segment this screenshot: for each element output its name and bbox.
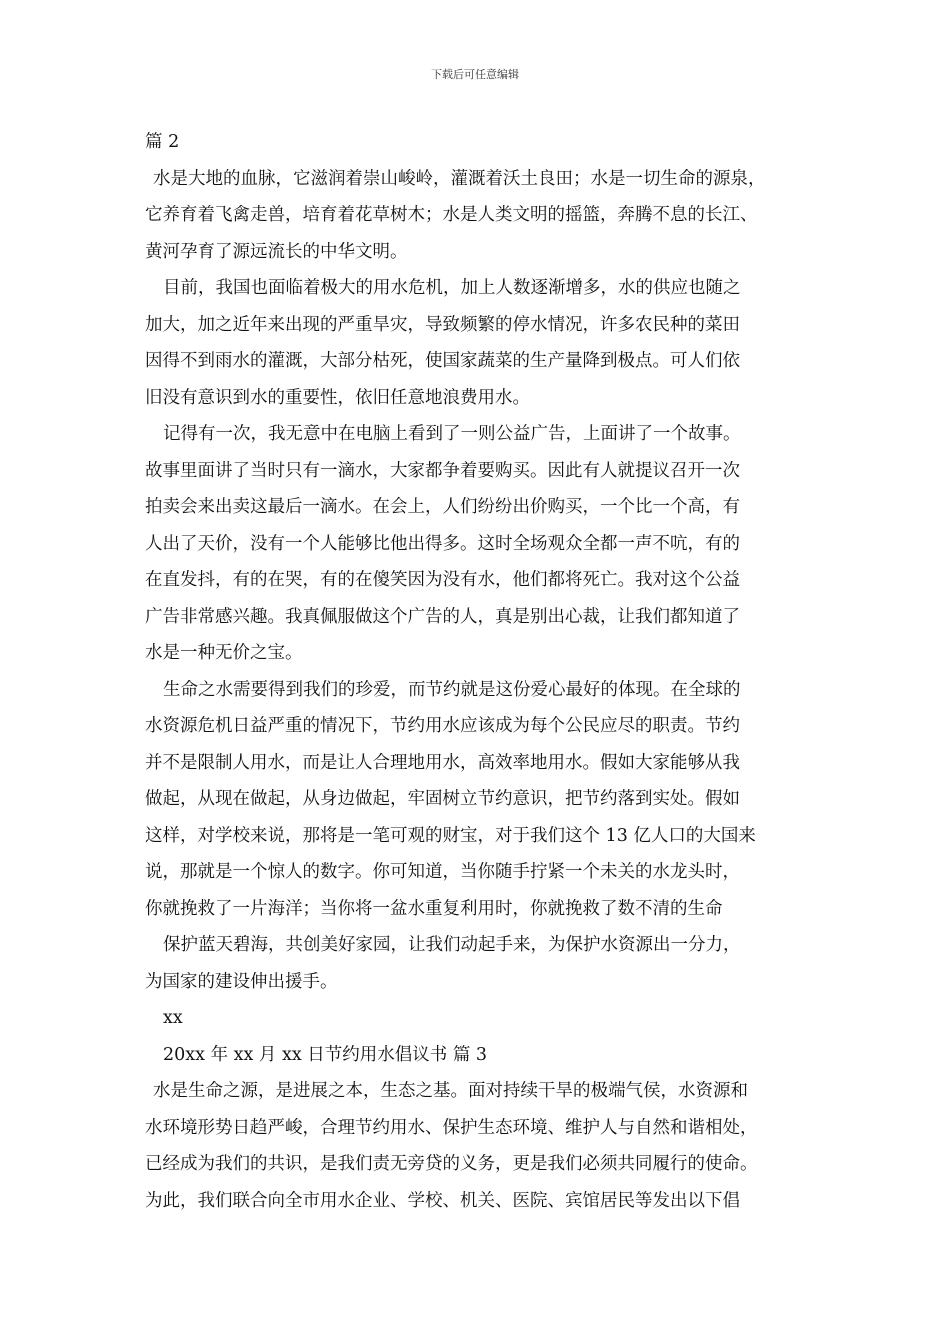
paragraph-line: 它养育着飞禽走兽，培育着花草树木；水是人类文明的摇篮，奔腾不息的长江、 [145, 205, 758, 225]
paragraph-line: 加大，加之近年来出现的严重旱灾，导致频繁的停水情况，许多农民种的菜田 [145, 314, 740, 335]
paragraph-line: 故事里面讲了当时只有一滴水，大家都争着要购买。因此有人就提议召开一次 [145, 460, 740, 481]
paragraph-line: 为国家的建设伸出援手。 [145, 971, 338, 992]
section-heading: 篇 2 [145, 132, 180, 152]
signature-line: xx [163, 1008, 183, 1028]
document-body [145, 124, 813, 1219]
paragraph-line: 拍卖会来出卖这最后一滴水。在会上，人们纷纷出价购买，一个比一个高，有 [145, 497, 740, 517]
paragraph-line: 水是生命之源，是进展之本，生态之基。面对持续干旱的极端气侯，水资源和 [153, 1081, 748, 1101]
paragraph-line: 水资源危机日益严重的情况下，节约用水应该成为每个公民应尽的职责。节约 [145, 716, 740, 736]
paragraph-line: 记得有一次，我无意中在电脑上看到了一则公益广告，上面讲了一个故事。 [163, 424, 741, 444]
paragraph-line: 保护蓝天碧海，共创美好家园，让我们动起手来，为保护水资源出一分力， [163, 935, 741, 955]
paragraph-line: 这样，对学校来说，那将是一笔可观的财宝，对于我们这个 13 亿人口的大国来 [145, 825, 756, 846]
paragraph-line: 说，那就是一个惊人的数字。你可知道，当你随手拧紧一个未关的水龙头时， [145, 862, 740, 882]
section-heading: 20xx 年 xx 月 xx 日节约用水倡议书 篇 3 [163, 1044, 488, 1065]
paragraph-line: 已经成为我们的共识，是我们责无旁贷的义务，更是我们必须共同履行的使命。 [145, 1154, 758, 1174]
paragraph-line: 并不是限制人用水，而是让人合理地用水，高效率地用水。假如大家能够从我 [145, 752, 740, 773]
paragraph-line: 黄河孕育了源远流长的中华文明。 [145, 241, 408, 262]
paragraph-line: 做起，从现在做起，从身边做起，牢固树立节约意识，把节约落到实处。假如 [145, 789, 740, 809]
paragraph-line: 旧没有意识到水的重要性，依旧任意地浪费用水。 [145, 387, 530, 408]
paragraph-line: 为此，我们联合向全市用水企业、学校、机关、医院、宾馆居民等发出以下倡 [145, 1190, 740, 1211]
paragraph-line: 人出了天价，没有一个人能够比他出得多。这时全场观众全都一声不吭，有的 [145, 533, 740, 554]
paragraph-line: 水是大地的血脉，它滋润着崇山峻岭，灌溉着沃土良田；水是一切生命的源泉， [153, 168, 766, 189]
paragraph-line: 广告非常感兴趣。我真佩服做这个广告的人，真是别出心裁，让我们都知道了 [145, 606, 740, 627]
paragraph-line: 生命之水需要得到我们的珍爱，而节约就是这份爱心最好的体现。在全球的 [163, 679, 741, 700]
paragraph-line: 你就挽救了一片海洋；当你将一盆水重复利用时，你就挽救了数不清的生命 [145, 898, 723, 919]
paragraph-line: 水是一种无价之宝。 [145, 643, 303, 663]
paragraph-line: 水环境形势日趋严峻，合理节约用水、保护生态环境、维护人与自然和谐相处， [145, 1117, 758, 1138]
page-header: 下载后可任意编辑 [431, 68, 519, 81]
paragraph-line: 目前，我国也面临着极大的用水危机，加上人数逐渐增多，水的供应也随之 [163, 278, 741, 298]
paragraph-line: 因得不到雨水的灌溉，大部分枯死，使国家蔬菜的生产量降到极点。可人们依 [145, 351, 740, 371]
paragraph-line: 在直发抖，有的在哭，有的在傻笑因为没有水，他们都将死亡。我对这个公益 [145, 570, 740, 590]
